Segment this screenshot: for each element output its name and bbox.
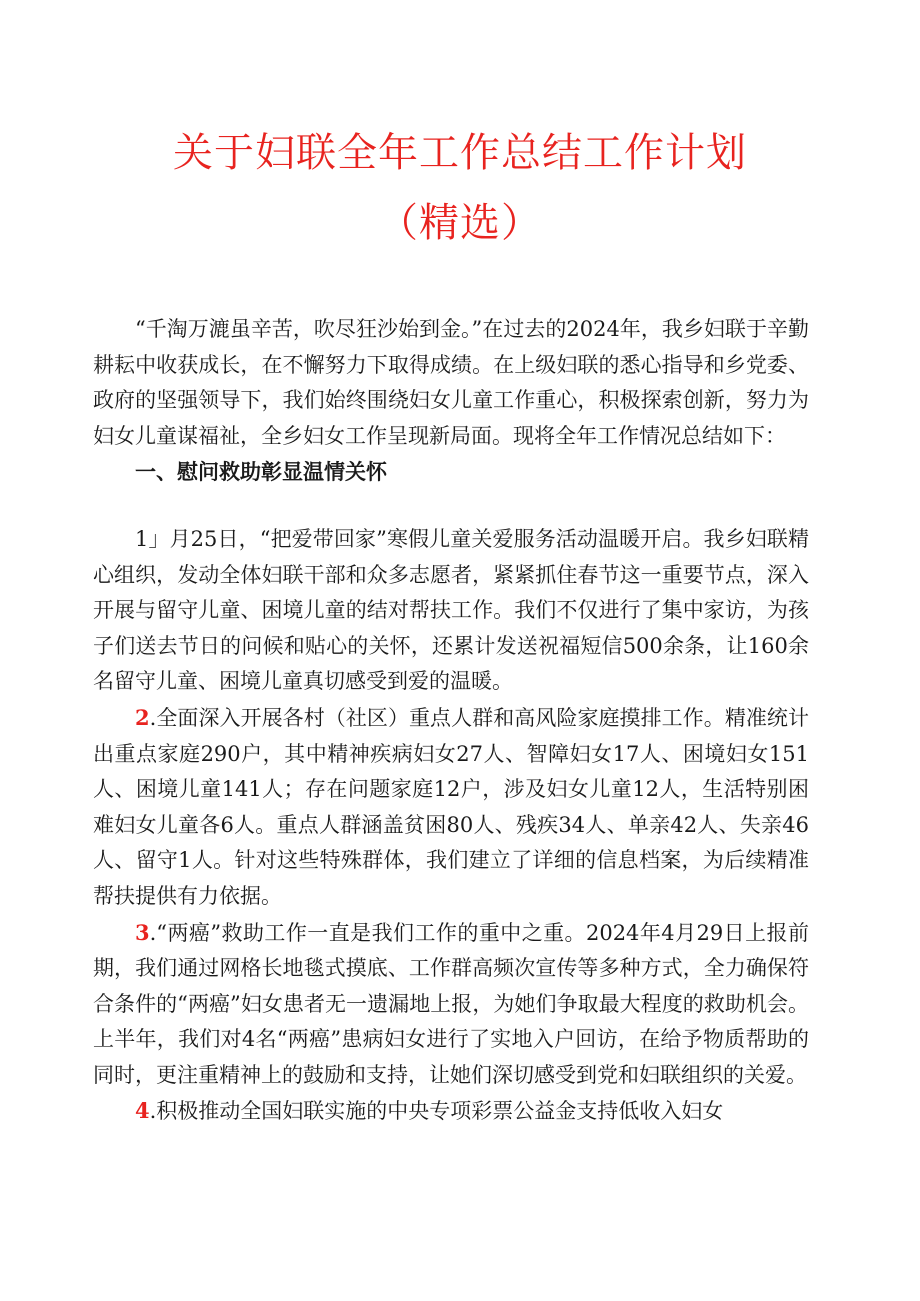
list-item	[93, 1093, 809, 1130]
item-text: 月25日，“把爱带回家”寒假儿童关爱服务活动温暖开启。我乡妇联精心组织，发动全体妇联干部和众多志愿者，紧紧抓住春节这一重要节点，深入开展与留守儿童、困境儿童的结对帮扶工作。我们不仅进行了集中家访，为孩子们送去节日的问候和贴心的关怀，还累计发送祝福短信500余条，让160余名留守儿童、困境儿童真切感受到爱的温暖。	[93, 526, 809, 694]
document-body	[93, 312, 809, 1130]
list-item	[93, 522, 809, 700]
intro-paragraph: “千淘万漉虽辛苦，吹尽狂沙始到金。”在过去的2024年，我乡妇联于辛勤耕耘中收获成长，在不懈努力下取得成绩。在上级妇联的悉心指导和乡党委、政府的坚强领导下，我们始终围绕妇女儿童工作重心，积极探索创新，努力为妇女儿童谋福祉，全乡妇女工作呈现新局面。现将全年工作情况总结如下：	[93, 317, 809, 448]
section-spacer	[93, 490, 809, 522]
item-number: 2	[135, 704, 150, 730]
list-item	[93, 700, 809, 915]
item-number: 4	[135, 1098, 150, 1124]
item-number: 1」	[135, 526, 170, 551]
item-text: .全面深入开展各村（社区）重点人群和高风险家庭摸排工作。精准统计出重点家庭290户，其中精神疾病妇女27人、智障妇女17人、困境妇女151人、困境儿童141人；存在问题家庭12户，涉及妇女儿童12人，生活特别困难妇女儿童各6人。重点人群涵盖贫困80人、残疾34人、单亲42人、失亲46人、留守1人。针对这些特殊群体，我们建立了详细的信息档案，为后续精准帮扶提供有力依据。	[93, 705, 809, 908]
section-heading: 一、慰问救助彰显温情关怀	[135, 459, 387, 485]
item-number: 3	[135, 919, 150, 945]
document-subtitle: （精选）	[378, 200, 542, 246]
list-item	[93, 915, 809, 1094]
item-text: .积极推动全国妇联实施的中央专项彩票公益金支持低收入妇女	[149, 1099, 724, 1124]
document-title: 关于妇联全年工作总结工作计划	[173, 130, 747, 176]
item-text: .“两癌”救助工作一直是我们工作的重中之重。2024年4月29日上报前期，我们通过网格长地毯式摸底、工作群高频次宣传等多种方式，全力确保符合条件的“两癌”妇女患者无一遗漏地上报，为她们争取最大程度的救助机会。上半年，我们对4名“两癌”患病妇女进行了实地入户回访，在给予物质帮助的同时，更注重精神上的鼓励和支持，让她们深切感受到党和妇联组织的关爱。	[93, 920, 809, 1087]
